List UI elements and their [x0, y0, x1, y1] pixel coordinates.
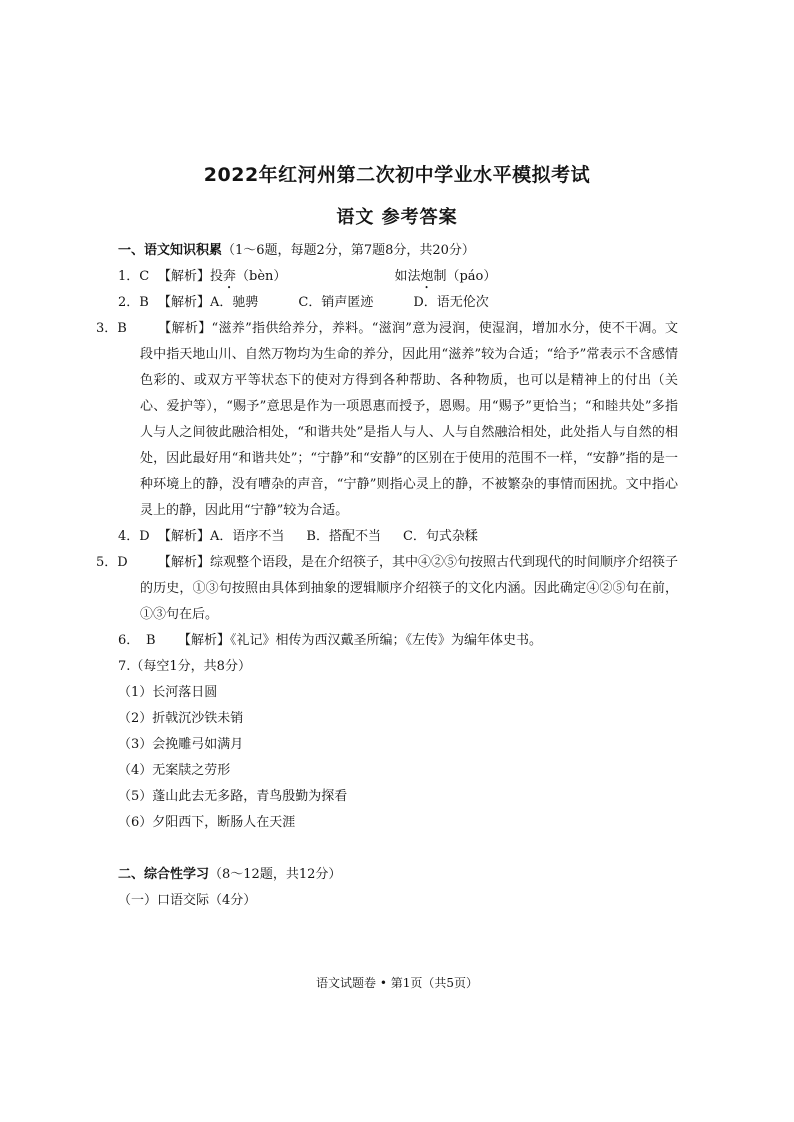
question-1-word-1-dotted: 奔	[223, 269, 237, 284]
question-4-option-c: C．句式杂糅	[402, 529, 478, 544]
question-5-number: 5．D	[96, 555, 128, 570]
question-1-tag: 【解析】	[158, 269, 211, 284]
page-footer: 语文试题卷 • 第1页（共5页）	[316, 976, 478, 990]
question-6-answer: B	[146, 633, 156, 648]
question-1-word-1-prefix: 投	[210, 269, 224, 284]
question-7-heading: 7.（每空1分，共8分）	[118, 659, 251, 674]
section-2-heading	[118, 862, 678, 888]
question-2-option-c: C．销声匿迹	[298, 295, 374, 310]
question-1-word-2-prefix: 如法	[394, 269, 421, 284]
question-5-explanation: 【解析】综观整个语段，是在介绍筷子，其中④②⑤句按照古代到现代的时间顺序介绍筷子的历史，①③句按照由具体到抽象的逻辑顺序介绍筷子的文化内涵。因此确定④②⑤句在前，①③句在后。	[140, 555, 679, 622]
question-4-option-a: A．语序不当	[210, 529, 285, 544]
question-2-number: 2．B	[118, 295, 149, 310]
question-7-item-1: （1）长河落日圆	[118, 685, 218, 700]
question-7-item-4: （4）无案牍之劳形	[118, 763, 231, 778]
question-7-item-5: （5）蓬山此去无多路，青鸟殷勤为探看	[118, 789, 348, 804]
question-2-option-d: D．语无伦次	[413, 295, 489, 310]
question-4-number: 4．D	[118, 529, 150, 544]
question-4	[118, 524, 678, 550]
question-1	[118, 264, 678, 290]
question-3	[96, 316, 678, 524]
question-2	[118, 290, 678, 316]
question-2-tag: 【解析】	[158, 295, 211, 310]
question-5	[96, 550, 679, 628]
section-1-title: 一、语文知识积累	[118, 243, 223, 258]
subsection-1-heading: （一）口语交际（4分）	[118, 893, 257, 908]
question-7-item-2: （2）折戟沉沙铁未销	[118, 711, 244, 726]
question-7-item-6: （6）夕阳西下，断肠人在天涯	[118, 815, 296, 830]
question-6	[118, 628, 678, 654]
question-2-option-a: A．驰骋	[210, 295, 259, 310]
page-subtitle: 语文 参考答案	[336, 207, 458, 228]
question-7-item-3: （3）会挽雕弓如满月	[118, 737, 244, 752]
question-3-number: 3．B	[96, 321, 127, 336]
question-1-word-1-pinyin: （bèn）	[236, 269, 287, 284]
question-4-tag: 【解析】	[158, 529, 211, 544]
question-1-number: 1．C	[118, 269, 150, 284]
question-3-explanation: 【解析】“滋养”指供给养分，养料。“滋润”意为浸润，使湿润，增加水分，使不干凋。文段中指天地山川、自然万物均为生命的养分，因此用“滋养”较为合适；“给予”常表示不含感情色彩的、或双方平等状态下的使对方得到各种帮助、各种物质，也可以是精神上的付出（关心、爱护等），“赐予”意思是作为一项恩惠而授予，恩赐。用“赐予”更恰当；“和睦共处”多指人与人之间彼此融洽相处，“和谐共处”是指人与人、人与自然融洽相处，此处指人与自然的相处，因此最好用“和谐共处”；“宁静”和“安静”的区别在于使用的范围不一样，“安静”指的是一种环境上的静，没有嘈杂的声音，“宁静”则指心灵上的静，不被繁杂的事情而困扰。文中指心灵上的静，因此用“宁静”较为合适。	[140, 321, 678, 518]
question-4-option-b: B．搭配不当	[306, 529, 381, 544]
section-spacer	[118, 836, 678, 862]
question-1-word-2-dotted: 炮	[420, 269, 434, 284]
question-6-number: 6．	[118, 633, 140, 648]
section-2-score: （8～12题，共12分）	[209, 867, 342, 882]
section-1-score: （1～6题，每题2分，第7题8分，共20分）	[222, 243, 475, 258]
page-title: 2022年红河州第二次初中学业水平模拟考试	[203, 164, 591, 186]
question-1-word-2-pinyin: 制（páo）	[433, 269, 497, 284]
question-6-explanation: 【解析】《礼记》相传为西汉戴圣所编；《左传》为编年体史书。	[178, 633, 543, 648]
answer-body	[96, 238, 679, 914]
section-2-title: 二、综合性学习	[118, 867, 210, 882]
section-1-heading	[118, 238, 678, 264]
